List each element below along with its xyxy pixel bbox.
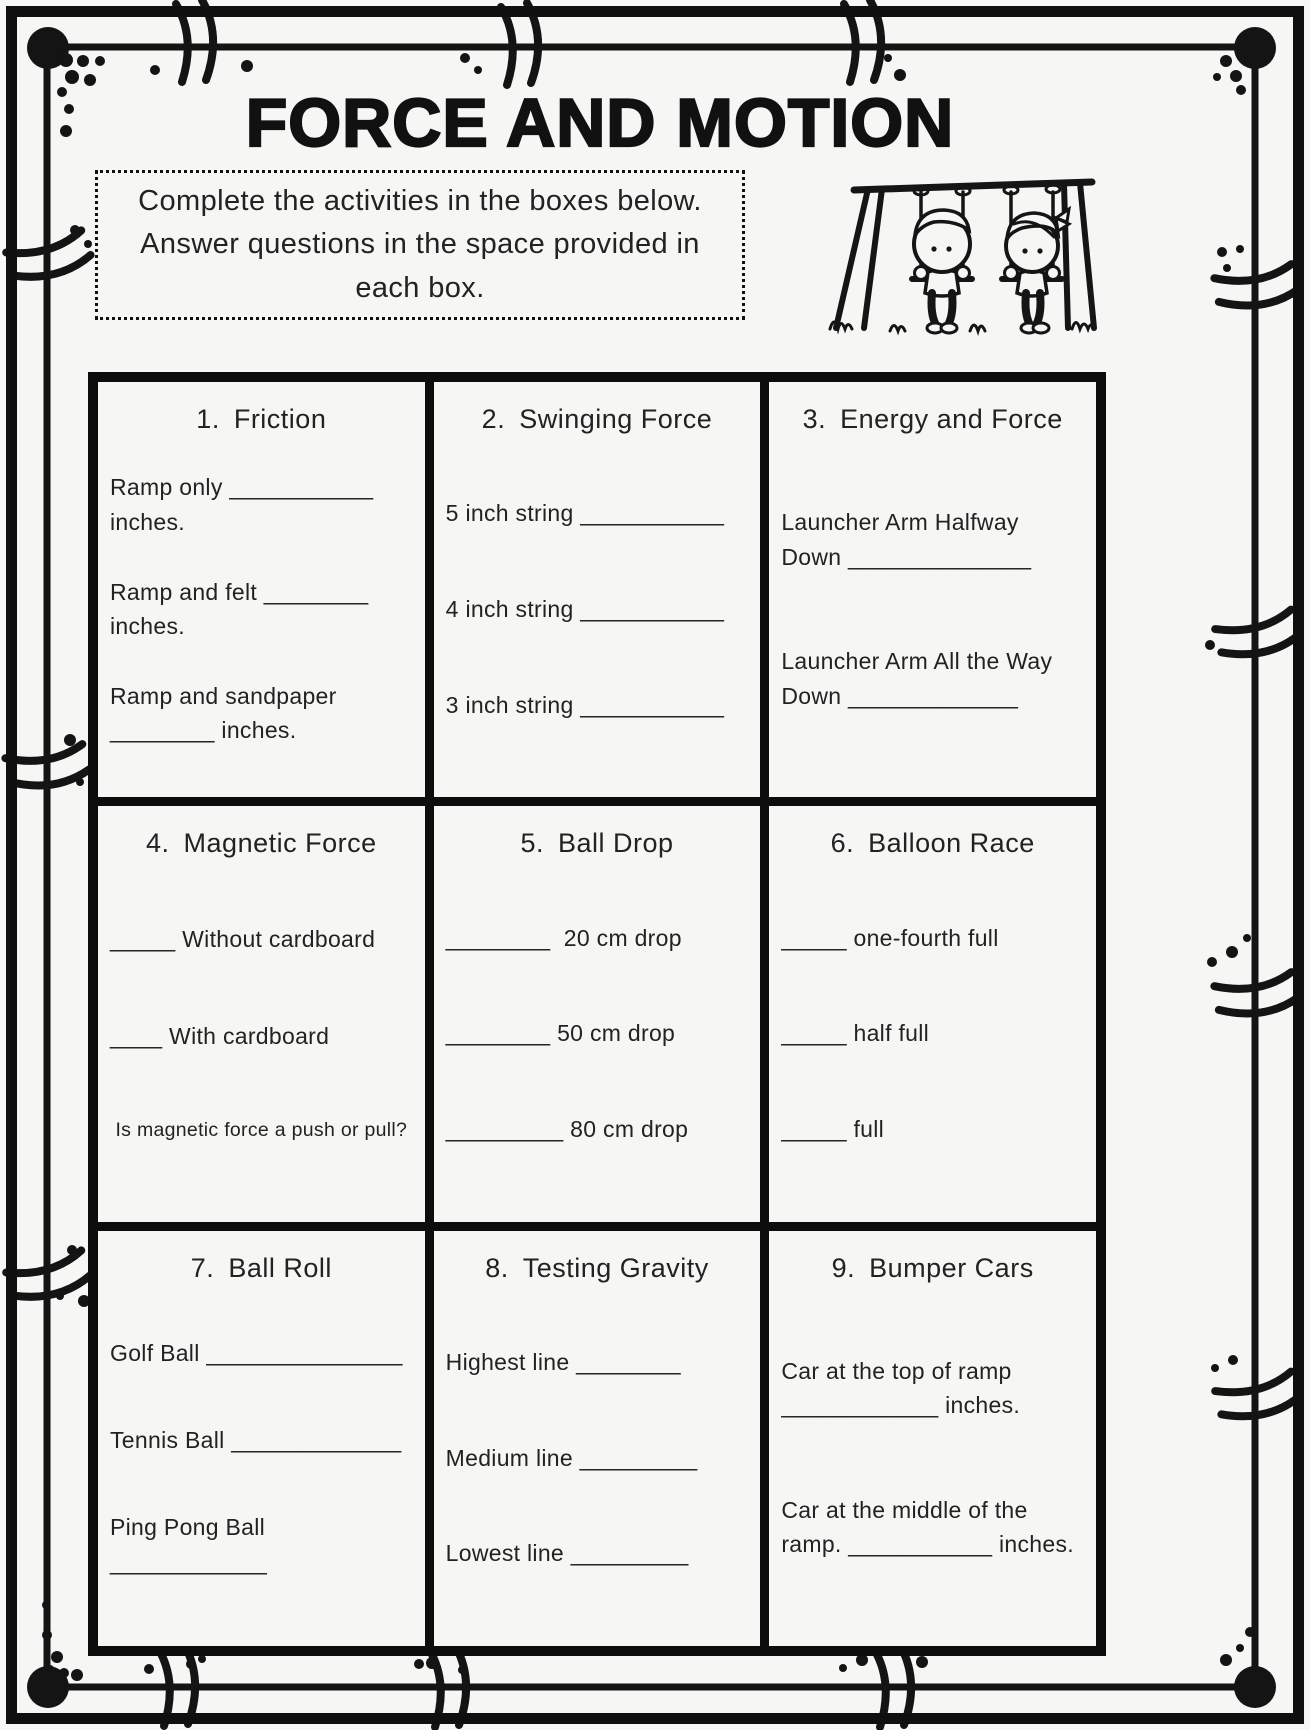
fill-in-blank-line: _____ full bbox=[781, 1115, 885, 1142]
fill-in-blank-line: Tennis Ball _____________ bbox=[110, 1427, 402, 1454]
fill-in-blank-line: Ramp only ___________ inches. bbox=[110, 474, 381, 535]
child-on-swing-right bbox=[1005, 209, 1070, 333]
activity-box-ball-roll bbox=[98, 1231, 425, 1646]
box-title: 7. Ball Roll bbox=[190, 1252, 332, 1283]
swing-set-clipart bbox=[828, 152, 1110, 338]
fill-in-blank-line: _____ one-fourth full bbox=[781, 924, 999, 951]
instructions-text: Complete the activities in the boxes below. Answer questions in the space provided in each box. bbox=[138, 184, 702, 304]
activity-box-bumper-cars bbox=[769, 1231, 1096, 1646]
grass-tufts bbox=[830, 322, 1095, 331]
fill-in-blank-line: 4 inch string ___________ bbox=[445, 595, 725, 622]
box-title: 2. Swinging Force bbox=[481, 404, 713, 434]
page-title: FORCE AND MOTION bbox=[245, 85, 955, 161]
fill-in-blank-line: _____ half full bbox=[781, 1020, 930, 1047]
fill-in-blank-line: Ramp and sandpaper ________ inches. bbox=[110, 682, 344, 744]
activity-box-balloon-race bbox=[769, 806, 1096, 1221]
box-title: 8. Testing Gravity bbox=[485, 1252, 709, 1283]
box-title: 1. Friction bbox=[196, 404, 327, 434]
activity-box-swinging-force bbox=[434, 382, 761, 797]
activity-box-energy-and-force bbox=[769, 382, 1096, 797]
box-question: Is magnetic force a push or pull? bbox=[115, 1118, 408, 1141]
fill-in-blank-line: Car at the middle of the ramp. ___________ inches. bbox=[781, 1496, 1074, 1558]
child-on-swing-left bbox=[914, 210, 970, 333]
fill-in-blank-line: 5 inch string ___________ bbox=[445, 500, 725, 527]
fill-in-blank-line: Highest line ________ bbox=[445, 1348, 681, 1375]
activity-box-ball-drop bbox=[434, 806, 761, 1221]
activity-box-friction bbox=[98, 382, 425, 797]
fill-in-blank-line: ________ 50 cm drop bbox=[445, 1020, 676, 1047]
fill-in-blank-line: ____ With cardboard bbox=[110, 1022, 330, 1049]
fill-in-blank-line: Golf Ball _______________ bbox=[110, 1340, 403, 1367]
fill-in-blank-line: Ping Pong Ball ____________ bbox=[110, 1514, 272, 1575]
fill-in-blank-line: Launcher Arm Halfway Down ______________ bbox=[781, 509, 1032, 570]
activity-box-magnetic-force bbox=[98, 806, 425, 1221]
fill-in-blank-line: Car at the top of ramp ____________ inches. bbox=[781, 1357, 1021, 1419]
fill-in-blank-line: _________ 80 cm drop bbox=[445, 1115, 689, 1142]
box-title: 3. Energy and Force bbox=[802, 404, 1063, 434]
fill-in-blank-line: Launcher Arm All the Way Down _____________ bbox=[781, 648, 1060, 709]
fill-in-blank-line: ________ 20 cm drop bbox=[445, 924, 682, 951]
fill-in-blank-line: _____ Without cardboard bbox=[110, 925, 376, 952]
activity-grid bbox=[88, 372, 1106, 1656]
fill-in-blank-line: Medium line _________ bbox=[445, 1444, 698, 1471]
box-title: 4. Magnetic Force bbox=[146, 828, 377, 859]
box-title: 5. Ball Drop bbox=[520, 828, 674, 859]
box-title: 9. Bumper Cars bbox=[831, 1252, 1034, 1283]
fill-in-blank-line: Lowest line _________ bbox=[445, 1540, 689, 1567]
instructions-box bbox=[95, 170, 745, 320]
box-title: 6. Balloon Race bbox=[830, 828, 1035, 859]
activity-box-testing-gravity bbox=[434, 1231, 761, 1646]
fill-in-blank-line: 3 inch string ___________ bbox=[445, 691, 725, 718]
fill-in-blank-line: Ramp and felt ________ inches. bbox=[110, 578, 376, 640]
